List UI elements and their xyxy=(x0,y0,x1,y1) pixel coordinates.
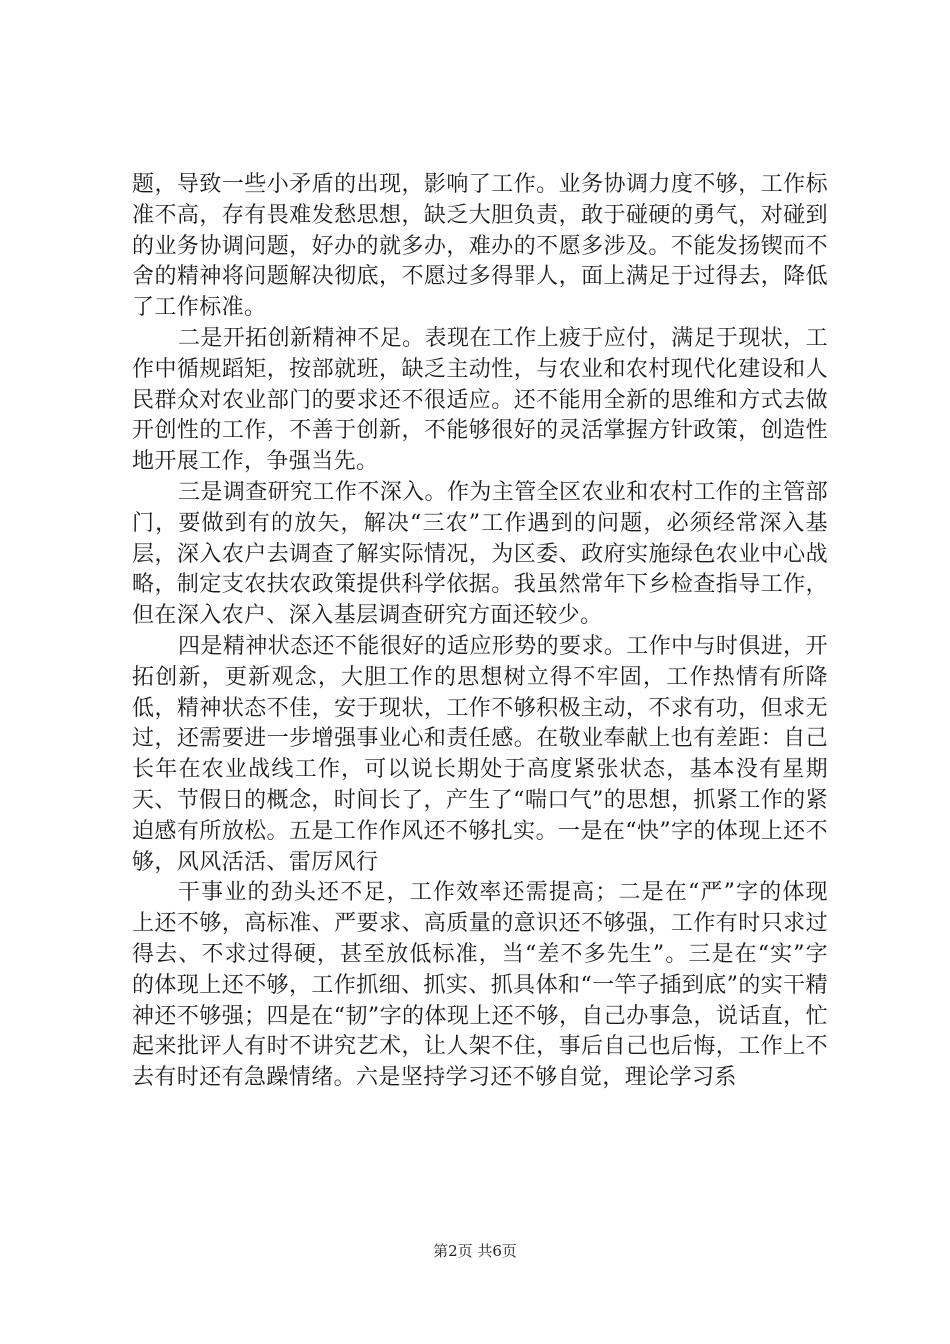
paragraph-4: 四是精神状态还不能很好的适应形势的要求。工作中与时俱进，开拓创新，更新观念，大胆工作的思想树立得不牢固，工作热情有所降低，精神状态不佳，安于现状，工作不够积极主动，不求有功，但求无过，还需要进一步增强事业心和责任感。在敬业奉献上也有差距：自己长年在农业战线工作，可以说长期处于高度紧张状态，基本没有星期天、节假日的概念，时间长了，产生了“喘口气”的思想，抓紧工作的紧迫感有所放松。五是工作作风还不够扎实。一是在“快”字的体现上还不够，风风活活、雷厉风行 xyxy=(132,633,828,875)
paragraph-2: 二是开拓创新精神不足。表现在工作上疲于应付，满足于现状，工作中循规蹈矩，按部就班，缺乏主动性，与农业和农村现代化建设和人民群众对农业部门的要求还不很适应。还不能用全新的思维和方式去做开创性的工作，不善于创新，不能够很好的灵活掌握方针政策，创造性地开展工作，争强当先。 xyxy=(132,325,828,475)
page-number-footer: 第2页 共6页 xyxy=(433,1242,517,1260)
paragraph-3: 三是调查研究工作不深入。作为主管全区农业和农村工作的主管部门，要做到有的放矢，解决“三农”工作遇到的问题，必须经常深入基层，深入农户去调查了解实际情况，为区委、政府实施绿色农业中心战略，制定支农扶农政策提供科学依据。我虽然常年下乡检查指导工作，但在深入农户、深入基层调查研究方面还较少。 xyxy=(132,479,828,629)
paragraph-5: 干事业的劲头还不足，工作效率还需提高；二是在“严”字的体现上还不够，高标准、严要求、高质量的意识还不够强，工作有时只求过得去、不求过得硬，甚至放低标准，当“差不多先生”。三是在“实”字的体现上还不够，工作抓细、抓实、抓具体和“一竿子插到底”的实干精神还不够强；四是在“韧”字的体现上还不够，自己办事急，说话直，忙起来批评人有时不讲究艺术，让人架不住，事后自己也后悔，工作上不去有时还有急躁情绪。六是坚持学习还不够自觉，理论学习系 xyxy=(132,880,828,1091)
paragraph-1: 题，导致一些小矛盾的出现，影响了工作。业务协调力度不够，工作标准不高，存有畏难发愁思想，缺乏大胆负责，敢于碰硬的勇气，对碰到的业务协调问题，好办的就多办，难办的不愿多涉及。不能发扬锲而不舍的精神将问题解决彻底，不愿过多得罪人，面上满足于过得去，降低了工作标准。 xyxy=(132,172,828,321)
document-body xyxy=(132,170,828,1094)
